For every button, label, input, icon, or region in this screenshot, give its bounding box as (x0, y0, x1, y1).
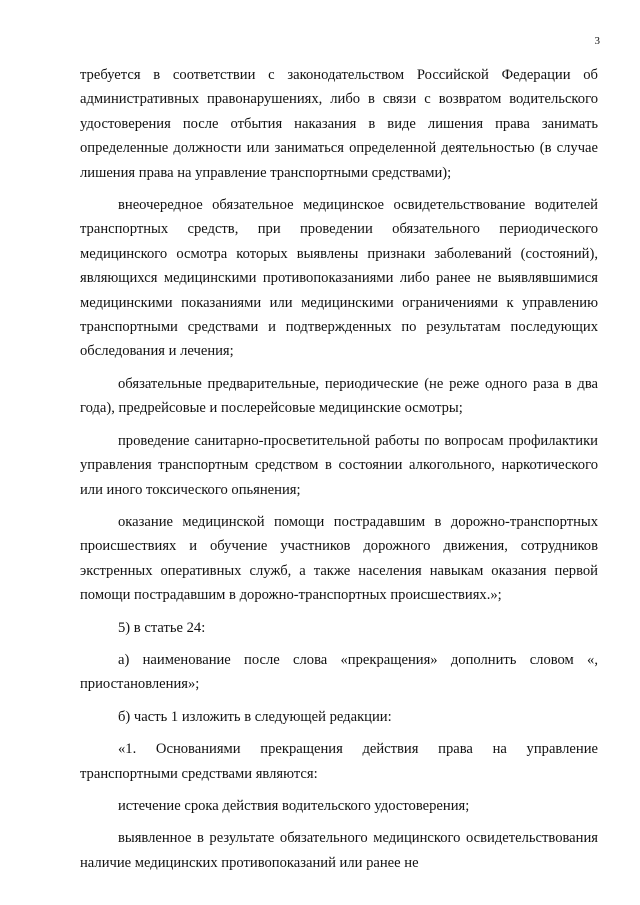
document-body (80, 63, 598, 875)
paragraph-part-1: «1. Основаниями прекращения действия права на управление транспортными средствами являются: (80, 741, 598, 782)
paragraph-mandatory-examinations: обязательные предварительные, периодические (не реже одного раза в два года), предрейсовые и послерейсовые медицинские осмотры; (80, 375, 598, 417)
page-number: 3 (594, 35, 600, 47)
paragraph-contraindications: выявленное в результате обязательного медицинского освидетельствования наличие медицинских противопоказаний или ранее не (80, 830, 598, 871)
paragraph-extraordinary-examination: внеочередное обязательное медицинское освидетельствование водителей транспортных средств, при проведении обязательного периодического медицинского осмотра которых выявлены признаки заболеваний (состояний), являющихся медицинскими противопоказаниями либо ранее не выявлявшимися медицинскими показаниями или медицинскими ограничениями к управлению транспортными средствами и подтвержденных по результатам последующих обследования и лечения; (80, 197, 598, 360)
paragraph-medical-aid: оказание медицинской помощи пострадавшим в дорожно-транспортных происшествиях и обучение участников дорожного движения, сотрудников экстренных оперативных служб, а также населения навыкам оказания первой помощи пострадавшим в дорожно-транспортных происшествиях.»; (80, 513, 598, 604)
paragraph-continuation: требуется в соответствии с законодательством Российской Федерации об административных правонарушениях, либо в связи с возвратом водительского удостоверения после отбытия наказания в виде лишения права занимать определенные должности или заниматься определенной деятельностью (в случае лишения права на управление транспортными средствами); (80, 67, 598, 181)
paragraph-sanitary-education: проведение санитарно-просветительной работы по вопросам профилактики управления транспортным средством в состоянии алкогольного, наркотического или иного токсического опьянения; (80, 432, 598, 498)
paragraph-expiration: истечение срока действия водительского удостоверения; (118, 797, 470, 814)
paragraph-article-24: 5) в статье 24: (118, 619, 206, 636)
paragraph-item-a: а) наименование после слова «прекращения» дополнить словом «, приостановления»; (80, 651, 598, 693)
paragraph-item-b: б) часть 1 изложить в следующей редакции: (118, 708, 392, 725)
